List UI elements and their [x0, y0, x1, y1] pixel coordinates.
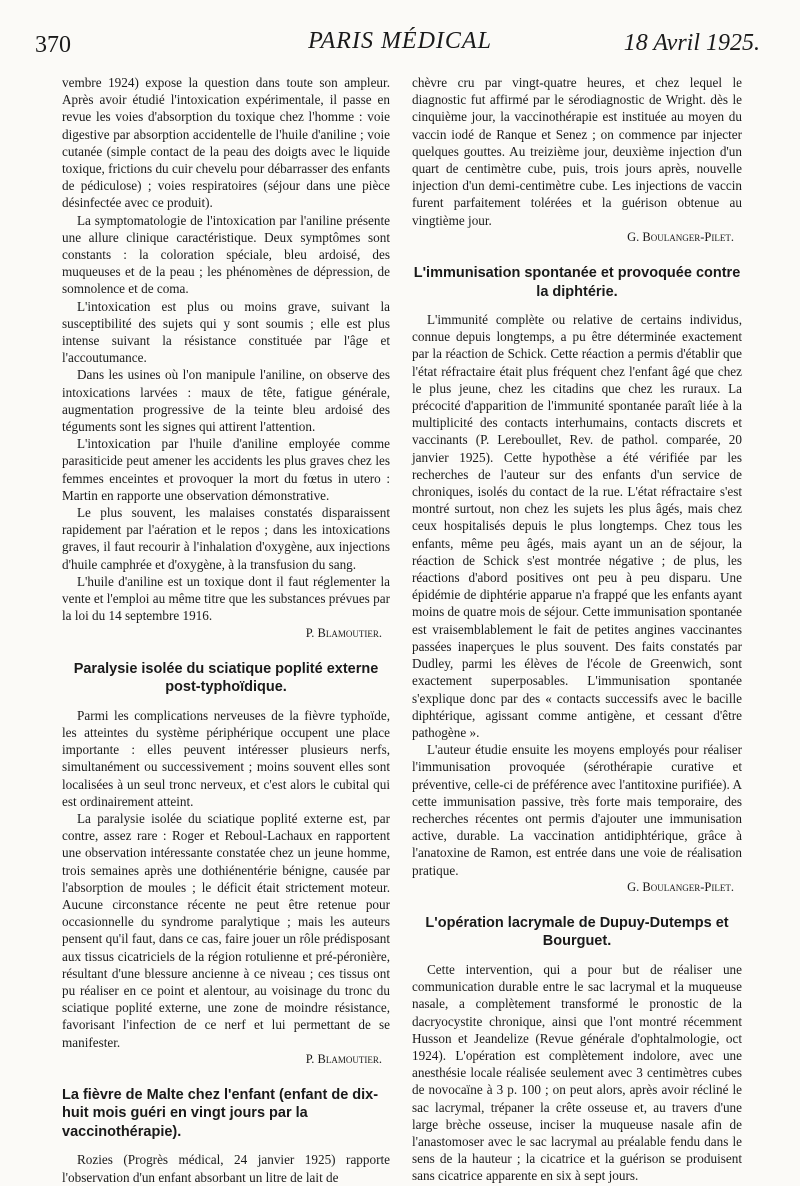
article-heading: Paralysie isolée du sciatique poplité externe post-typhoïdique.	[73, 660, 379, 696]
paragraph: vembre 1924) expose la question dans toute son ampleur. Après avoir étudié l'intoxication expérimentale, il passe en revue les voies d'absorption du toxique chez l'homme : voie digestive par absorption accidentelle de l'huile d'aniline ; voie cutanée (simple contact de la peau des doigts avec le liquide toxique, frictions du cuir chevelu pour débarrasser des enfants de pédiculose) ; voies respiratoires (séjour dans une pièce désinfectée avec ce produit).	[62, 75, 390, 211]
paragraph: L'intoxication par l'huile d'aniline employée comme parasiticide peut amener les accidents les plus graves chez les femmes enceintes et provoquer la mort du fœtus in utero : Martin en rapporte une observation démonstrative.	[62, 436, 390, 503]
article-heading: L'opération lacrymale de Dupuy-Dutemps et Bourguet.	[425, 914, 729, 950]
paragraph: chèvre cru par vingt-quatre heures, et chez lequel le diagnostic fut affirmé par le sérodiagnostic de Wright. dès le cinquième jour, la vaccinothérapie est instituée au moyen du vaccin iodé de Ranque et Senez ; on commence par injecter quelques gouttes. Au treizième jour, deuxième injection d'un quart de centimètre cube, puis, trois jours après, nouvelle injection d'un demi-centimètre cube. Les injections de vaccin furent parfaitement tolérées et la guérison obtenue au vingtième jour.	[412, 75, 742, 228]
left-column	[62, 74, 390, 1186]
paragraph: Cette intervention, qui a pour but de réaliser une communication durable entre le sac lacrymal et la muqueuse nasale, a complètement transformé le pronostic de la dacryocystite chronique, ainsi que l'ont montré récemment Husson et Jeandelize (Revue générale d'ophtalmologie, oct 1924). L'opération est complètement indolore, avec une anesthésie locale réalisée seulement avec 3 centimètres cubes de novocaïne à 3 p. 100 ; on peut alors, après avoir récliné le sac lacrymal, trépaner la crête osseuse et, au travers d'une large brèche osseuse, inciser la muqueuse nasale afin de l'anastomoser avec le sac lacrymal au préalable fendu dans le sens de la hauteur ; la cicatrice et la guérison se produisent sans cicatrice apparente en six à sept jours.	[412, 961, 742, 1184]
paragraph: Rozies (Progrès médical, 24 janvier 1925) rapporte l'observation d'un enfant absorbant un litre de lait de	[62, 1152, 390, 1185]
article-heading: La fièvre de Malte chez l'enfant (enfant de dix-huit mois guéri en vingt jours par la vaccinothérapie).	[62, 1086, 379, 1140]
paragraph: Dans les usines où l'on manipule l'aniline, on observe des intoxications larvées : maux de tête, fatigue générale, augmentation progressive de la teinte bleu ardoisé des téguments sont les signes qui attirent l'attention.	[62, 367, 390, 435]
right-column	[412, 74, 742, 1185]
journal-title: PARIS MÉDICAL	[308, 28, 492, 54]
paragraph: Parmi les complications nerveuses de la fièvre typhoïde, les atteintes du système périphérique occupent une place importante : elles peuvent intéresser plusieurs nerfs, simultanément ou successivement ; moins souvent elles sont localisées à un seul tronc nerveux, et c'est alors le cubital qui est ordinairement atteint.	[62, 707, 390, 809]
paragraph: L'huile d'aniline est un toxique dont il faut réglementer la vente et l'emploi au même titre que les substances prévues par la loi du 14 septembre 1916.	[62, 573, 390, 624]
paragraph: Le plus souvent, les malaises constatés disparaissent rapidement par l'aération et le repos ; dans les intoxications graves, il faut recourir à l'inhalation d'oxygène, aux injections d'huile camphrée et d'oxygène, à la transfusion du sang.	[62, 505, 390, 572]
paragraph: L'intoxication est plus ou moins grave, suivant la susceptibilité des sujets qui y sont soumis ; elle est plus intense suivant la résistance constituée par l'âge et l'accoutumance.	[62, 298, 390, 366]
issue-date: 18 Avril 1925.	[623, 30, 760, 56]
paragraph: L'immunité complète ou relative de certains individus, connue depuis longtemps, a pu être déterminée exactement par la réaction de Schick. Cette réaction a permis d'établir que l'état réfractaire était plus fréquent chez l'enfant âgé que chez le plus jeune, chez les citadins que chez les ruraux. La précocité d'apparition de l'immunité spontanée paraît liée à la multiplicité des contacts interhumains, contacts discrets et vaccinants (P. Lereboullet, Rev. de pathol. comparée, 20 janvier 1925). Cette hypothèse a été vérifiée par les recherches de l'auteur sur des enfants d'un service de chroniques, isolés du contact de la rue. L'état réfractaire s'est montré surtout, non chez les sujets les plus âgés, mais chez ceux hospitalisés depuis le plus longtemps. Chez tous les enfants, même peu âgés, mais ayant un an de séjour, la réaction de Schick s'est montrée négative ; de plus, les réactions d'abord positives ont peu à peu disparu. Une épidémie de diphtérie apparue n'a frappé que les enfants ayant moins de quatre mois de séjour. Cette immunisation spontanée est vraisemblablement le fait de petites angines vaccinantes passées inaperçues le plus souvent. Des faits constatés par Dudley, parmi les élèves de l'école de Greenwich, sont exactement superposables. L'immunisation spontanée s'explique donc par des « contacts successifs avec le bacille diphtérique, agissant comme antigène, et cessant d'être pathogène ».	[412, 312, 742, 740]
author-signature: P. Blamoutier.	[305, 1051, 382, 1066]
author-signature: G. Boulanger-Pilet.	[627, 879, 734, 894]
paragraph: La symptomatologie de l'intoxication par l'aniline présente une allure clinique caractéristique. Deux symptômes sont constants : la coloration spéciale, bleu ardoisé, des muqueuses et de la peau ; les phénomènes de dépression, de somnolence et de coma.	[62, 212, 390, 297]
paragraph: La paralysie isolée du sciatique poplité externe est, par contre, assez rare : Roger et Reboul-Lachaux en rapportent une observation intéressante constatée chez un jeune homme, trois semaines après une dothiénentérie bénigne, causée par l'absorption de moules ; le déficit était strictement moteur. Aucune circonstance récente ne peut être retenue pour occasionnelle du syndrome paralytique ; mais les auteurs pensent qu'il faut, dans ce cas, faire jouer un rôle prédisposant aux tissus cicatriciels de la région rotulienne et pré-péronière, résultant d'une blessure ancienne à ce niveau ; ces tissus ont pu réaliser en ce point et alentour, au voisinage du tronc du sciatique poplité externe, une zone de moindre résistance, favorisant l'infection de ce nerf et lui permettant de se manifester.	[62, 810, 390, 1050]
author-signature: G. Boulanger-Pilet.	[627, 229, 734, 244]
author-signature: P. Blamoutier.	[305, 625, 382, 640]
article-heading: L'immunisation spontanée et provoquée contre la diphtérie.	[413, 265, 741, 300]
page-number: 370	[35, 32, 71, 58]
page-header	[0, 0, 800, 72]
paragraph: L'auteur étudie ensuite les moyens employés pour réaliser l'immunisation provoquée (sérothérapie curative et préventive, celle-ci de préférence avec l'antitoxine purifiée). A cette immunisation passive, très forte mais temporaire, des recherches récentes ont permis d'ajouter une immunisation active, durable. La vaccination antidiphtérique, grâce à l'anatoxine de Ramon, est entrée dans une voie de réalisation pratique.	[412, 742, 742, 878]
